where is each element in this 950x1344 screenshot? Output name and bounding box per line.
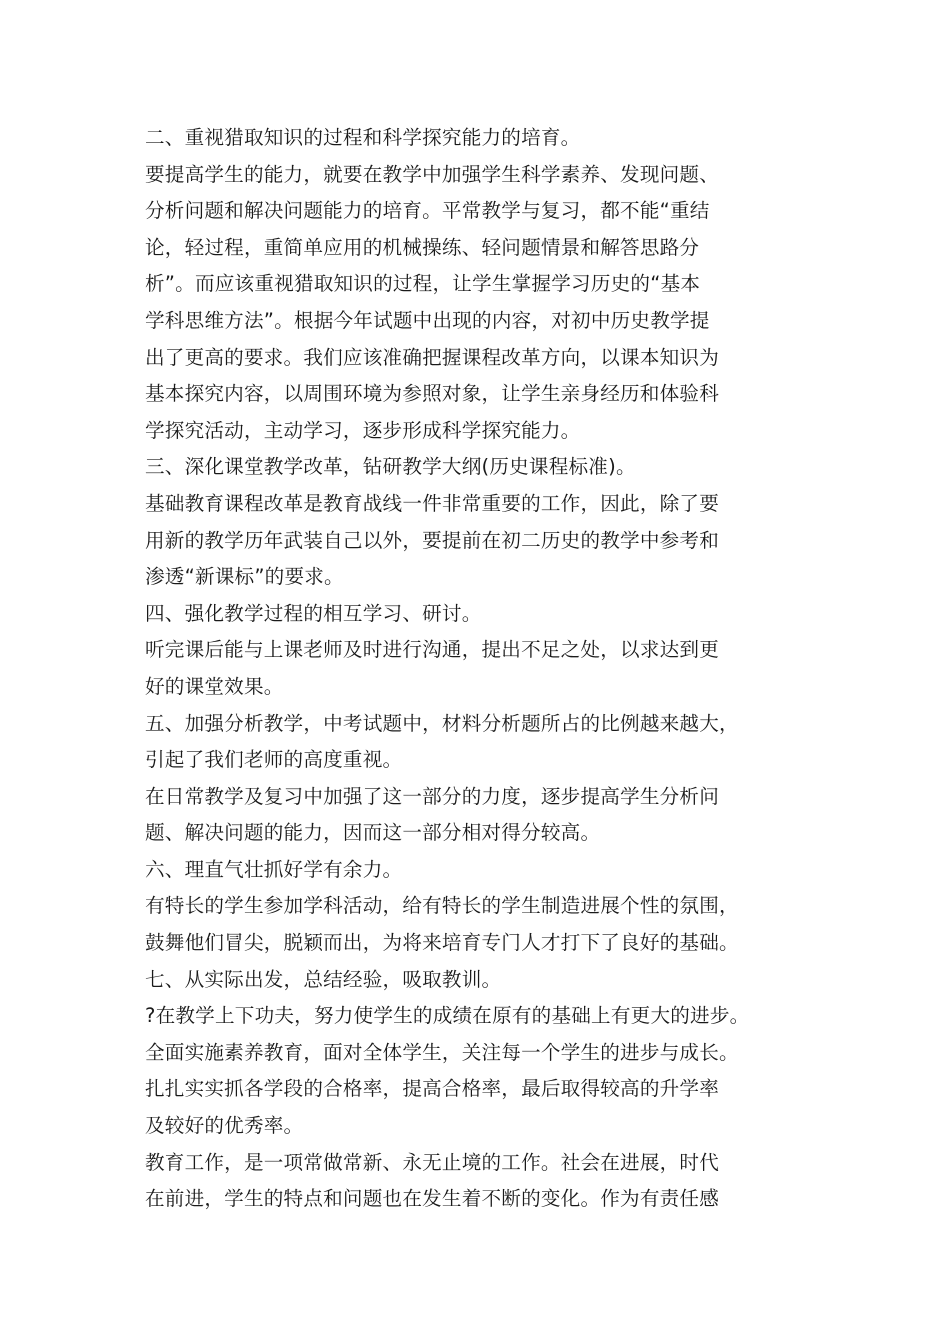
paragraph-line: 听完课后能与上课老师及时进行沟通，提出不足之处，以求达到更 <box>145 638 720 662</box>
paragraph-line: 要提高学生的能力，就要在教学中加强学生科学素养、发现问题、 <box>145 162 720 186</box>
heading-4: 四、强化教学过程的相互学习、研讨。 <box>145 601 482 625</box>
paragraph-line: 渗透“新课标”的要求。 <box>145 565 344 589</box>
heading-5: 五、加强分析教学，中考试题中，材料分析题所占的比例越来越大， <box>145 711 739 735</box>
paragraph-line: 基础教育课程改革是教育战线一件非常重要的工作，因此，除了要 <box>145 491 720 515</box>
heading-3: 三、深化课堂教学改革，钻研教学大纲(历史课程标准)。 <box>145 455 636 479</box>
paragraph-line: 析”。而应该重视猎取知识的过程，让学生掌握学习历史的“基本 <box>145 272 701 296</box>
heading-6: 六、理直气壮抓好学有余力。 <box>145 857 403 881</box>
paragraph-line: 鼓舞他们冒尖，脱颖而出，为将来培育专门人才打下了良好的基础。 <box>145 931 739 955</box>
paragraph-line: 及较好的优秀率。 <box>145 1114 304 1138</box>
heading-7: 七、从实际出发，总结经验，吸取教训。 <box>145 967 502 991</box>
paragraph-line: ?在教学上下功夫，努力使学生的成绩在原有的基础上有更大的进步。 <box>145 1004 750 1028</box>
paragraph-line: 分析问题和解决问题能力的培育。平常教学与复习，都不能“重结 <box>145 199 710 223</box>
paragraph-line: 论，轻过程，重简单应用的机械操练、轻问题情景和解答思路分 <box>145 235 700 259</box>
paragraph-line: 全面实施素养教育，面对全体学生，关注每一个学生的进步与成长。 <box>145 1040 739 1064</box>
paragraph-line: 基本探究内容，以周围环境为参照对象，让学生亲身经历和体验科 <box>145 382 720 406</box>
heading-2: 二、重视猎取知识的过程和科学探究能力的培育。 <box>145 126 581 149</box>
paragraph-line: 好的课堂效果。 <box>145 674 284 698</box>
paragraph-line: 在前进，学生的特点和问题也在发生着不断的变化。作为有责任感 <box>145 1187 720 1211</box>
paragraph-line: 扎扎实实抓各学段的合格率，提高合格率，最后取得较高的升学率 <box>145 1077 720 1101</box>
paragraph-line: 学科思维方法”。根据今年试题中出现的内容，对初中历史教学提 <box>145 308 710 332</box>
paragraph-line: 有特长的学生参加学科活动，给有特长的学生制造进展个性的氛围， <box>145 894 739 918</box>
paragraph-line: 教育工作，是一项常做常新、永无止境的工作。社会在进展，时代 <box>145 1150 720 1174</box>
paragraph-line: 在日常教学及复习中加强了这一部分的力度，逐步提高学生分析问 <box>145 784 720 808</box>
paragraph-line: 用新的教学历年武装自己以外，要提前在初二历史的教学中参考和 <box>145 528 720 552</box>
paragraph-line: 引起了我们老师的高度重视。 <box>145 748 403 772</box>
document-body <box>145 120 825 1218</box>
paragraph-line: 学探究活动，主动学习，逐步形成科学探究能力。 <box>145 418 581 442</box>
paragraph-line: 出了更高的要求。我们应该准确把握课程改革方向，以课本知识为 <box>145 345 720 369</box>
paragraph-line: 题、解决问题的能力，因而这一部分相对得分较高。 <box>145 821 601 845</box>
